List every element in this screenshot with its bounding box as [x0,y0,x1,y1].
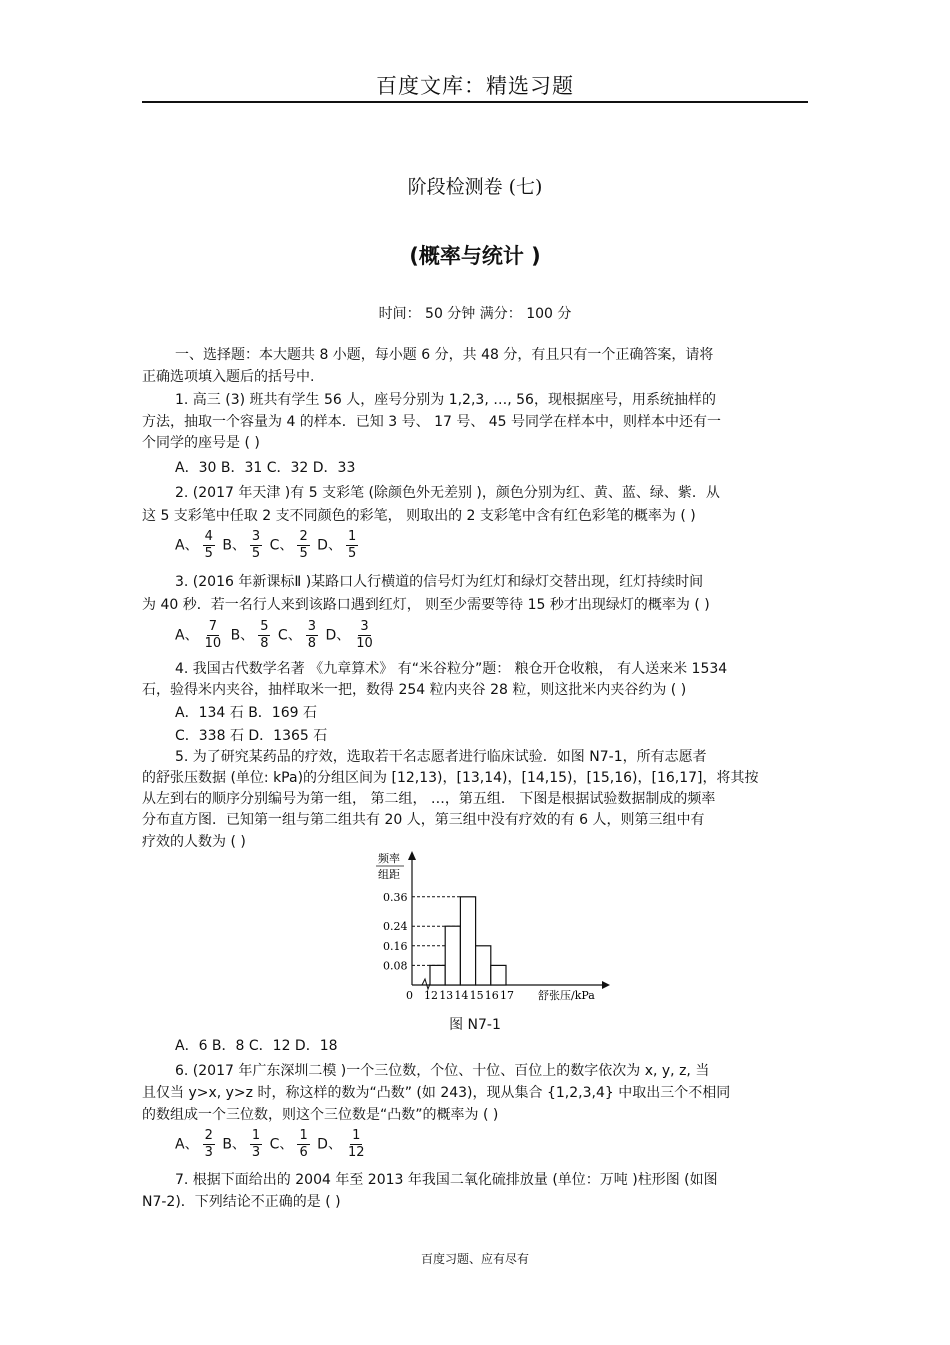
q4-options-row2: C．338 石 D．1365 石 [175,728,328,744]
q7-line1: 7. 根据下面给出的 2004 年至 2013 年我国二氧化硫排放量 (单位：万吨 )柱形图 (如图 [175,1172,718,1188]
section-intro-line2: 正确选项填入题后的括号中. [142,369,315,385]
q3-options [175,619,378,652]
q6-options [175,1128,370,1161]
q6-option-b: B、 $\frac{1}{3}$ [222,1128,261,1160]
q2-option-b: B、 $\frac{3}{5}$ [222,529,261,561]
y-tick-label: 0.36 [383,890,408,904]
q5-line5: 疗效的人数为 ( ) [142,834,246,850]
q6-line1: 6. (2017 年广东深圳二模 )一个三位数，个位、十位、百位上的数字依次为 x, y, z, 当 [175,1063,710,1079]
histogram-bar [491,965,506,985]
histogram-bar [460,897,475,985]
q6-option-d: D、 $\frac{1}{12}$ [317,1128,365,1160]
q3-line1: 3. (2016 年新课标Ⅱ )某路口人行横道的信号灯为红灯和绿灯交替出现，红灯持续时间 [175,574,704,590]
page-footer: 百度习题、应有尽有 [420,1252,529,1266]
fraction: $\frac{1}{6}$ [299,1128,308,1160]
histogram-chart [370,850,620,1015]
q1-line3: 个同学的座号是 ( ) [142,435,260,451]
q2-line2: 这 5 支彩笔中任取 2 支不同颜色的彩笔， 则取出的 2 支彩笔中含有红色彩笔的概率为 ( ) [142,508,696,524]
y-tick-label: 0.08 [383,959,408,973]
fraction: $\frac{1}{3}$ [251,1128,261,1160]
x-axis-arrow [602,981,610,989]
q3-option-c: C、 $\frac{3}{8}$ [277,619,316,651]
fraction: $\frac{3}{5}$ [251,529,261,561]
q3-option-a: A、 $\frac{7}{10}$ [175,619,222,651]
fraction: $\frac{3}{8}$ [307,619,316,651]
histogram-bar [445,926,460,985]
section-intro-line1: 一、选择题：本大题共 8 小题，每小题 6 分，共 48 分，有且只有一个正确答案，请将 [175,347,714,363]
q3-option-d: D、 $\frac{3}{10}$ [325,619,373,651]
q6-line3: 的数组成一个三位数，则这个三位数是“凸数”的概率为 ( ) [142,1107,499,1123]
q6-option-c: C、 $\frac{1}{6}$ [269,1128,308,1160]
x-tick-label: 14 [454,989,469,1002]
x-tick-label: 16 [484,989,499,1002]
figure-caption: 图 N7-1 [449,1017,501,1033]
q1-line2: 方法，抽取一个容量为 4 的样本．已知 3 号、 17 号、 45 号同学在样本中，则样本中还有一 [142,414,722,430]
y-axis-label-bottom: 组距 [378,868,400,881]
x-tick-label: 12 [424,989,438,1002]
q4-line2: 石，验得米内夹谷，抽样取米一把，数得 254 粒内夹谷 28 粒，则这批米内夹谷约为 ( ) [142,682,687,698]
q5-line1: 5. 为了研究某药品的疗效，选取若干名志愿者进行临床试验．如图 N7-1，所有志愿者 [175,749,707,765]
q2-option-d: D、 $\frac{1}{5}$ [317,529,357,561]
document-subtitle: (概率与统计 ) [409,244,541,268]
q7-line2: N7-2)．下列结论不正确的是 ( ) [142,1194,341,1210]
q3-line2: 为 40 秒．若一名行人来到该路口遇到红灯， 则至少需要等待 15 秒才出现绿灯的概率为 ( ) [142,597,710,613]
document-title: 阶段检测卷 (七) [407,176,543,198]
fraction: $\frac{3}{10}$ [356,619,373,651]
fraction: $\frac{1}{12}$ [347,1128,365,1160]
fraction: $\frac{1}{5}$ [347,529,357,561]
time-score-line: 时间： 50 分钟 满分： 100 分 [378,306,572,322]
fraction: $\frac{7}{10}$ [204,619,222,651]
q3-option-b: B、 $\frac{5}{8}$ [230,619,269,651]
fraction: $\frac{2}{5}$ [299,529,308,561]
fraction: $\frac{5}{8}$ [260,619,269,651]
q5-line4: 分布直方图．已知第一组与第二组共有 20 人，第三组中没有疗效的有 6 人，则第三组中有 [142,812,705,828]
q2-options [175,529,361,562]
q5-options: A．6 B．8 C．12 D．18 [175,1038,338,1054]
y-tick-label: 0.16 [383,939,408,953]
q1-line1: 1. 高三 (3) 班共有学生 56 人，座号分别为 1,2,3, …, 56，现根据座号，用系统抽样的 [175,392,716,408]
y-axis-arrow [408,851,416,860]
fraction: $\frac{2}{3}$ [204,1128,213,1160]
q5-line3: 从左到右的顺序分别编号为第一组， 第二组， …，第五组． 下图是根据试验数据制成的频率 [142,791,716,807]
histogram-bar [476,946,491,985]
header-rule [142,101,808,103]
page-header: 百度文库：精选习题 [376,74,574,98]
y-axis-label-top: 频率 [378,852,400,865]
q2-line1: 2. (2017 年天津 )有 5 支彩笔 (除颜色外无差别 )，颜色分别为红、黄、蓝、绿、紫．从 [175,485,720,501]
q4-options-row1: A．134 石 B．169 石 [175,705,317,721]
x-tick-label: 15 [469,989,484,1002]
q6-line2: 且仅当 y>x, y>z 时，称这样的数为“凸数” (如 243)，现从集合 {1,2,3,4} 中取出三个不相同 [142,1085,731,1101]
histogram-bar [430,965,445,985]
x-axis-label: 舒张压/kPa [538,989,595,1002]
origin-label: 0 [406,989,413,1002]
q6-option-a: A、 $\frac{2}{3}$ [175,1128,213,1160]
y-tick-label: 0.24 [383,920,408,934]
x-tick-label: 17 [500,989,514,1002]
q4-line1: 4. 我国古代数学名著 《九章算术》 有“米谷粒分”题： 粮仓开仓收粮， 有人送来米 1534 [175,661,728,677]
q2-option-a: A、 $\frac{4}{5}$ [175,529,213,561]
q2-option-c: C、 $\frac{2}{5}$ [269,529,308,561]
q5-line2: 的舒张压数据 (单位: kPa)的分组区间为 [12,13)，[13,14)，[14,15)，[15,16)，[16,17]，将其按 [142,770,759,786]
fraction: $\frac{4}{5}$ [204,529,213,561]
q1-options: A．30 B．31 C．32 D．33 [175,460,356,476]
x-tick-label: 13 [439,989,454,1002]
